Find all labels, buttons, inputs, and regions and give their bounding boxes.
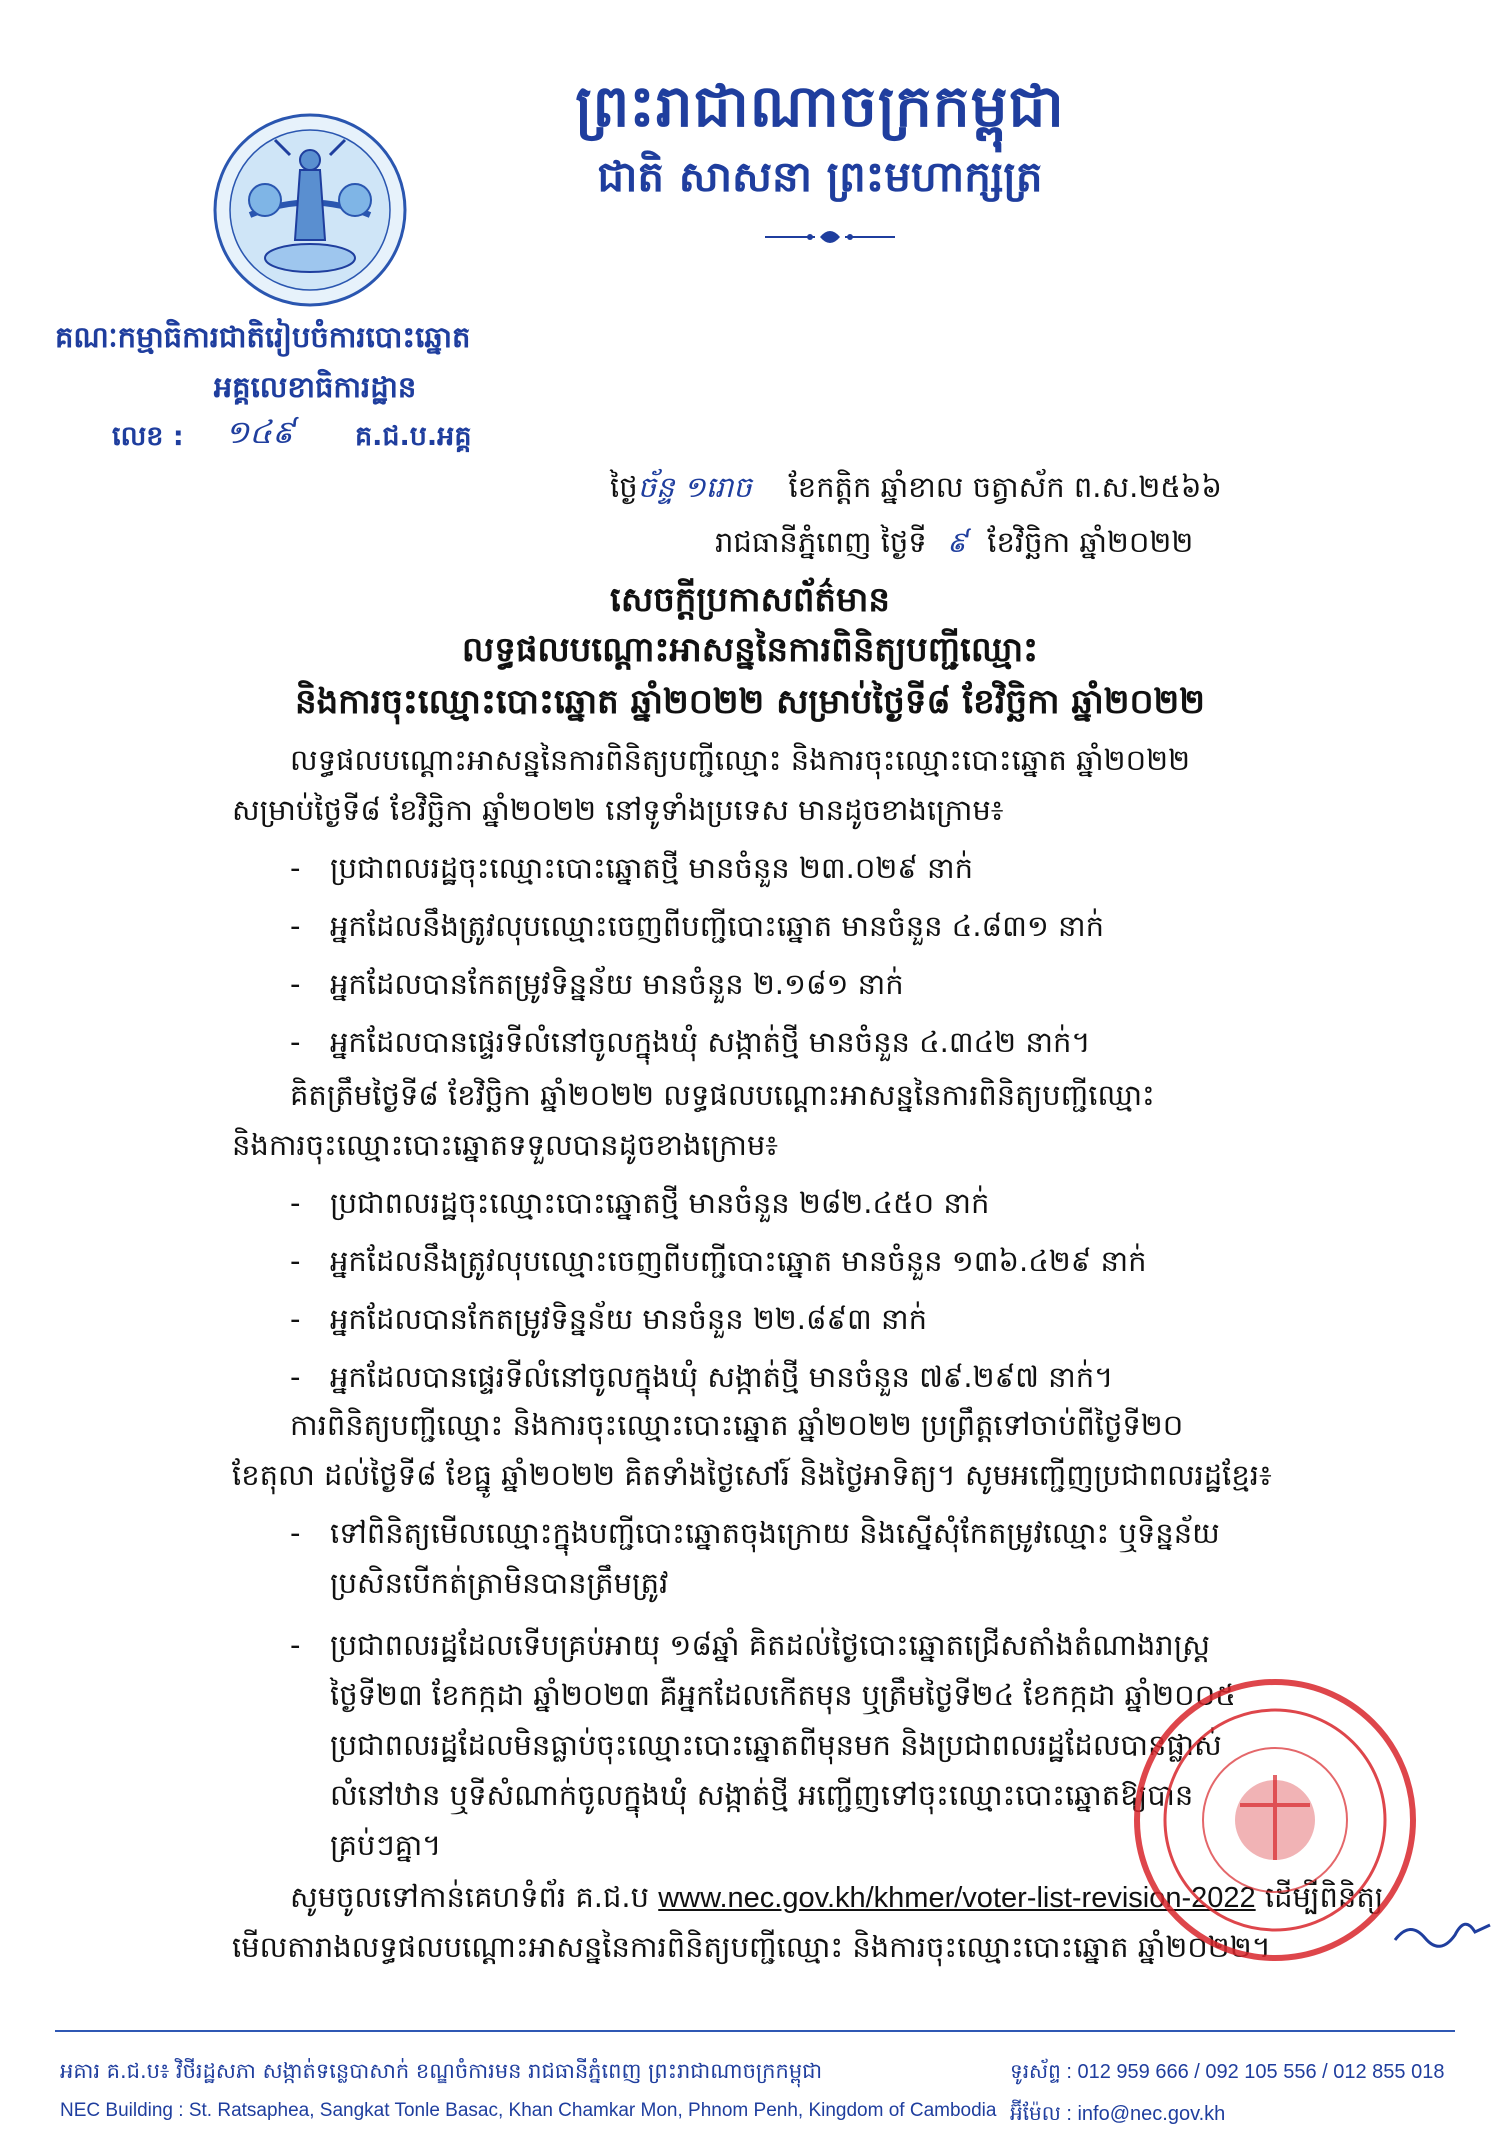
signature-icon — [1390, 1910, 1500, 1960]
daily-item-new-voters: - ប្រជាពលរដ្ឋចុះឈ្មោះបោះឆ្នោតថ្មី មានចំនួន ២៣.០២៩ នាក់ — [290, 851, 974, 885]
phone-numbers: 012 959 666 / 092 105 556 / 012 855 018 — [1077, 2061, 1445, 2083]
cumulative-item-new-voters: - ប្រជាពលរដ្ឋចុះឈ្មោះបោះឆ្នោតថ្មី មានចំនួន ២៨២.៤៥០ នាក់ — [290, 1186, 990, 1220]
invite-line: គ្រប់ៗគ្នា។ — [330, 1828, 442, 1862]
cumulative-item-text: អ្នកដែលបានកែតម្រូវទិន្នន័យ មានចំនួន ២២.៨៩៣ នាក់ — [330, 1302, 928, 1336]
solar-date-handwritten: ៩ — [946, 525, 968, 559]
lunar-date-handwritten: ច័ន្ទ ១រោច — [637, 470, 752, 504]
daily-item-text: អ្នកដែលបានផ្ទេរទីលំនៅចូលក្នុងឃុំ សង្កាត់ថ្មី មានចំនួន ៤.៣៤២ នាក់។ — [330, 1025, 1091, 1059]
reference-label: លេខ : — [112, 421, 184, 452]
footer-address-en: NEC Building : St. Ratsaphea, Sangkat Tonle Basac, Khan Chamkar Mon, Phnom Penh, Kingdom of Cambodia — [60, 2100, 997, 2121]
cumulative-line-1: គិតត្រឹមថ្ងៃទី៨ ខែវិច្ឆិកា ឆ្នាំ២០២២ លទ្ធផលបណ្តោះអាសន្ននៃការពិនិត្យបញ្ជីឈ្មោះ — [290, 1078, 1155, 1112]
intro-line-1: លទ្ធផលបណ្តោះអាសន្ននៃការពិនិត្យបញ្ជីឈ្មោះ និងការចុះឈ្មោះបោះឆ្នោត ឆ្នាំ២០២២ — [290, 743, 1191, 777]
daily-item-deleted: - អ្នកដែលនឹងត្រូវលុបឈ្មោះចេញពីបញ្ជីបោះឆ្នោត មានចំនួន ៤.៨៣១ នាក់ — [290, 909, 1105, 943]
cumulative-line-2: និងការចុះឈ្មោះបោះឆ្នោតទទួលបានដូចខាងក្រោម៖ — [232, 1128, 779, 1162]
footer-address-km: អគារ គ.ជ.ប៖ វិថីរដ្ឋសភា សង្កាត់ទន្លេបាសាក់ ខណ្ឌចំការមន រាជធានីភ្នំពេញ ព្រះរាជាណាចក្រកម្ពុជា — [60, 2059, 823, 2083]
footer-email — [1010, 2100, 1225, 2130]
visit-prefix: សូមចូលទៅកាន់គេហទំព័រ គ.ជ.ប — [290, 1880, 650, 1914]
lunar-date-prefix: ថ្ងៃ — [610, 470, 638, 504]
document-subtitle-2: និងការចុះឈ្មោះបោះឆ្នោត ឆ្នាំ២០២២ សម្រាប់ថ្ងៃទី៨ ខែវិច្ឆិកា ឆ្នាំ២០២២ — [295, 682, 1205, 722]
invite-line: លំនៅឋាន ឬទីសំណាក់ចូលក្នុងឃុំ សង្កាត់ថ្មី អញ្ជើញទៅចុះឈ្មោះបោះឆ្នោតឱ្យបាន — [330, 1778, 1194, 1812]
reference-suffix: គ.ជ.ប.អគ្គ — [355, 421, 472, 452]
visit-line-2: មើលតារាងលទ្ធផលបណ្តោះអាសន្ននៃការពិនិត្យបញ្ជីឈ្មោះ និងការចុះឈ្មោះបោះឆ្នោត ឆ្នាំ២០២២។ — [232, 1930, 1271, 1964]
period-line-2: ខែតុលា ដល់ថ្ងៃទី៨ ខែធ្នូ ឆ្នាំ២០២២ គិតទាំងថ្ងៃសៅរ៍ និងថ្ងៃអាទិត្យ។ សូមអញ្ជើញប្រជាពលរដ្ឋខ្មែរ៖ — [232, 1458, 1272, 1492]
document-subtitle-1: លទ្ធផលបណ្តោះអាសន្ននៃការពិនិត្យបញ្ជីឈ្មោះ — [461, 630, 1039, 670]
kingdom-motto: ជាតិ សាសនា ព្រះមហាក្សត្រ — [597, 152, 1043, 201]
official-seal-icon — [1130, 1675, 1420, 1965]
cumulative-item-text: ប្រជាពលរដ្ឋចុះឈ្មោះបោះឆ្នោតថ្មី មានចំនួន ២៨២.៤៥០ នាក់ — [330, 1186, 990, 1220]
invite-line: ប្រសិនបើកត់ត្រាមិនបានត្រឹមត្រូវ — [330, 1566, 669, 1600]
solar-date-prefix: រាជធានីភ្នំពេញ ថ្ងៃទី — [715, 525, 927, 559]
visit-suffix: ដើម្បីពិនិត្យ — [1264, 1880, 1384, 1914]
email-label: អ៊ីម៉ែល : — [1010, 2103, 1072, 2125]
daily-item-text: ប្រជាពលរដ្ឋចុះឈ្មោះបោះឆ្នោតថ្មី មានចំនួន ២៣.០២៩ នាក់ — [330, 851, 974, 885]
document-title: សេចក្តីប្រកាសព័ត៌មាន — [610, 580, 890, 620]
daily-item-text: អ្នកដែលបានកែតម្រូវទិន្នន័យ មានចំនួន ២.១៨១ នាក់ — [330, 967, 904, 1001]
lunar-date — [610, 470, 1340, 512]
solar-date-rest: ខែវិច្ឆិកា ឆ្នាំ២០២២ — [987, 525, 1194, 559]
daily-item-transferred: - អ្នកដែលបានផ្ទេរទីលំនៅចូលក្នុងឃុំ សង្កាត់ថ្មី មានចំនួន ៤.៣៤២ នាក់។ — [290, 1025, 1091, 1059]
invite-line: ប្រជាពលរដ្ឋដែលទើបគ្រប់អាយុ ១៨ឆ្នាំ គិតដល់ថ្ងៃបោះឆ្នោតជ្រើសតាំងតំណាងរាស្ត្រ — [330, 1628, 1210, 1662]
cumulative-item-text: អ្នកដែលនឹងត្រូវលុបឈ្មោះចេញពីបញ្ជីបោះឆ្នោត មានចំនួន ១៣៦.៤២៩ នាក់ — [330, 1244, 1147, 1278]
voter-list-link[interactable]: www.nec.gov.kh/khmer/voter-list-revision-2022 — [658, 1882, 1256, 1914]
cumulative-item-transferred: - អ្នកដែលបានផ្ទេរទីលំនៅចូលក្នុងឃុំ សង្កាត់ថ្មី មានចំនួន ៧៩.២៩៧ នាក់។ — [290, 1360, 1114, 1394]
email-address[interactable]: info@nec.gov.kh — [1077, 2103, 1226, 2125]
daily-item-corrected: - អ្នកដែលបានកែតម្រូវទិន្នន័យ មានចំនួន ២.១៨១ នាក់ — [290, 967, 904, 1001]
reference-number: ១៤៩ — [225, 413, 295, 451]
cumulative-item-corrected: - អ្នកដែលបានកែតម្រូវទិន្នន័យ មានចំនួន ២២.៨៩៣ នាក់ — [290, 1302, 928, 1336]
nec-emblem-icon — [205, 110, 415, 310]
lunar-date-rest: ខែកត្តិក ឆ្នាំខាល ចត្វាស័ក ព.ស.២៥៦៦ — [788, 470, 1222, 504]
invite-line: ប្រជាពលរដ្ឋដែលមិនធ្លាប់ចុះឈ្មោះបោះឆ្នោតពីមុនមក និងប្រជាពលរដ្ឋដែលបានផ្លាស់ — [330, 1728, 1222, 1762]
footer-divider — [55, 2030, 1455, 2032]
period-line-1: ការពិនិត្យបញ្ជីឈ្មោះ និងការចុះឈ្មោះបោះឆ្នោត ឆ្នាំ២០២២ ប្រព្រឹត្តទៅចាប់ពីថ្ងៃទី២០ — [290, 1408, 1184, 1442]
daily-item-text: អ្នកដែលនឹងត្រូវលុបឈ្មោះចេញពីបញ្ជីបោះឆ្នោត មានចំនួន ៤.៨៣១ នាក់ — [330, 909, 1105, 943]
invite-item-check-names: - ទៅពិនិត្យមើលឈ្មោះក្នុងបញ្ជីបោះឆ្នោតចុងក្រោយ និងស្នើសុំកែតម្រូវឈ្មោះ ឬទិន្នន័យ — [290, 1516, 1220, 1550]
invite-line: ថ្ងៃទី២៣ ខែកក្កដា ឆ្នាំ២០២៣ គឺអ្នកដែលកើតមុន ឬត្រឹមថ្ងៃទី២៤ ខែកក្កដា ឆ្នាំ២០០៥ — [330, 1678, 1236, 1712]
invite-line: ទៅពិនិត្យមើលឈ្មោះក្នុងបញ្ជីបោះឆ្នោតចុងក្រោយ និងស្នើសុំកែតម្រូវឈ្មោះ ឬទិន្នន័យ — [330, 1516, 1220, 1550]
organization-name: គណៈកម្មាធិការជាតិរៀបចំការបោះឆ្នោត — [55, 320, 471, 354]
cumulative-item-text: អ្នកដែលបានផ្ទេរទីលំនៅចូលក្នុងឃុំ សង្កាត់ថ្មី មានចំនួន ៧៩.២៩៧ នាក់។ — [330, 1360, 1114, 1394]
divider-ornament-icon — [760, 225, 900, 249]
solar-date — [715, 525, 1340, 567]
organization-department: អគ្គលេខាធិការដ្ឋាន — [213, 370, 417, 404]
phone-label: ទូរស័ព្ទ : — [1010, 2061, 1072, 2083]
cumulative-item-deleted: - អ្នកដែលនឹងត្រូវលុបឈ្មោះចេញពីបញ្ជីបោះឆ្នោត មានចំនួន ១៣៦.៤២៩ នាក់ — [290, 1244, 1147, 1278]
intro-line-2: សម្រាប់ថ្ងៃទី៨ ខែវិច្ឆិកា ឆ្នាំ២០២២ នៅទូទាំងប្រទេស មានដូចខាងក្រោម៖ — [232, 793, 1004, 827]
kingdom-title: ព្រះរាជាណាចក្រកម្ពុជា — [575, 72, 1065, 140]
footer-phone — [1010, 2058, 1444, 2088]
invite-item-new-voters: - ប្រជាពលរដ្ឋដែលទើបគ្រប់អាយុ ១៨ឆ្នាំ គិតដល់ថ្ងៃបោះឆ្នោតជ្រើសតាំងតំណាងរាស្ត្រ — [290, 1628, 1210, 1662]
